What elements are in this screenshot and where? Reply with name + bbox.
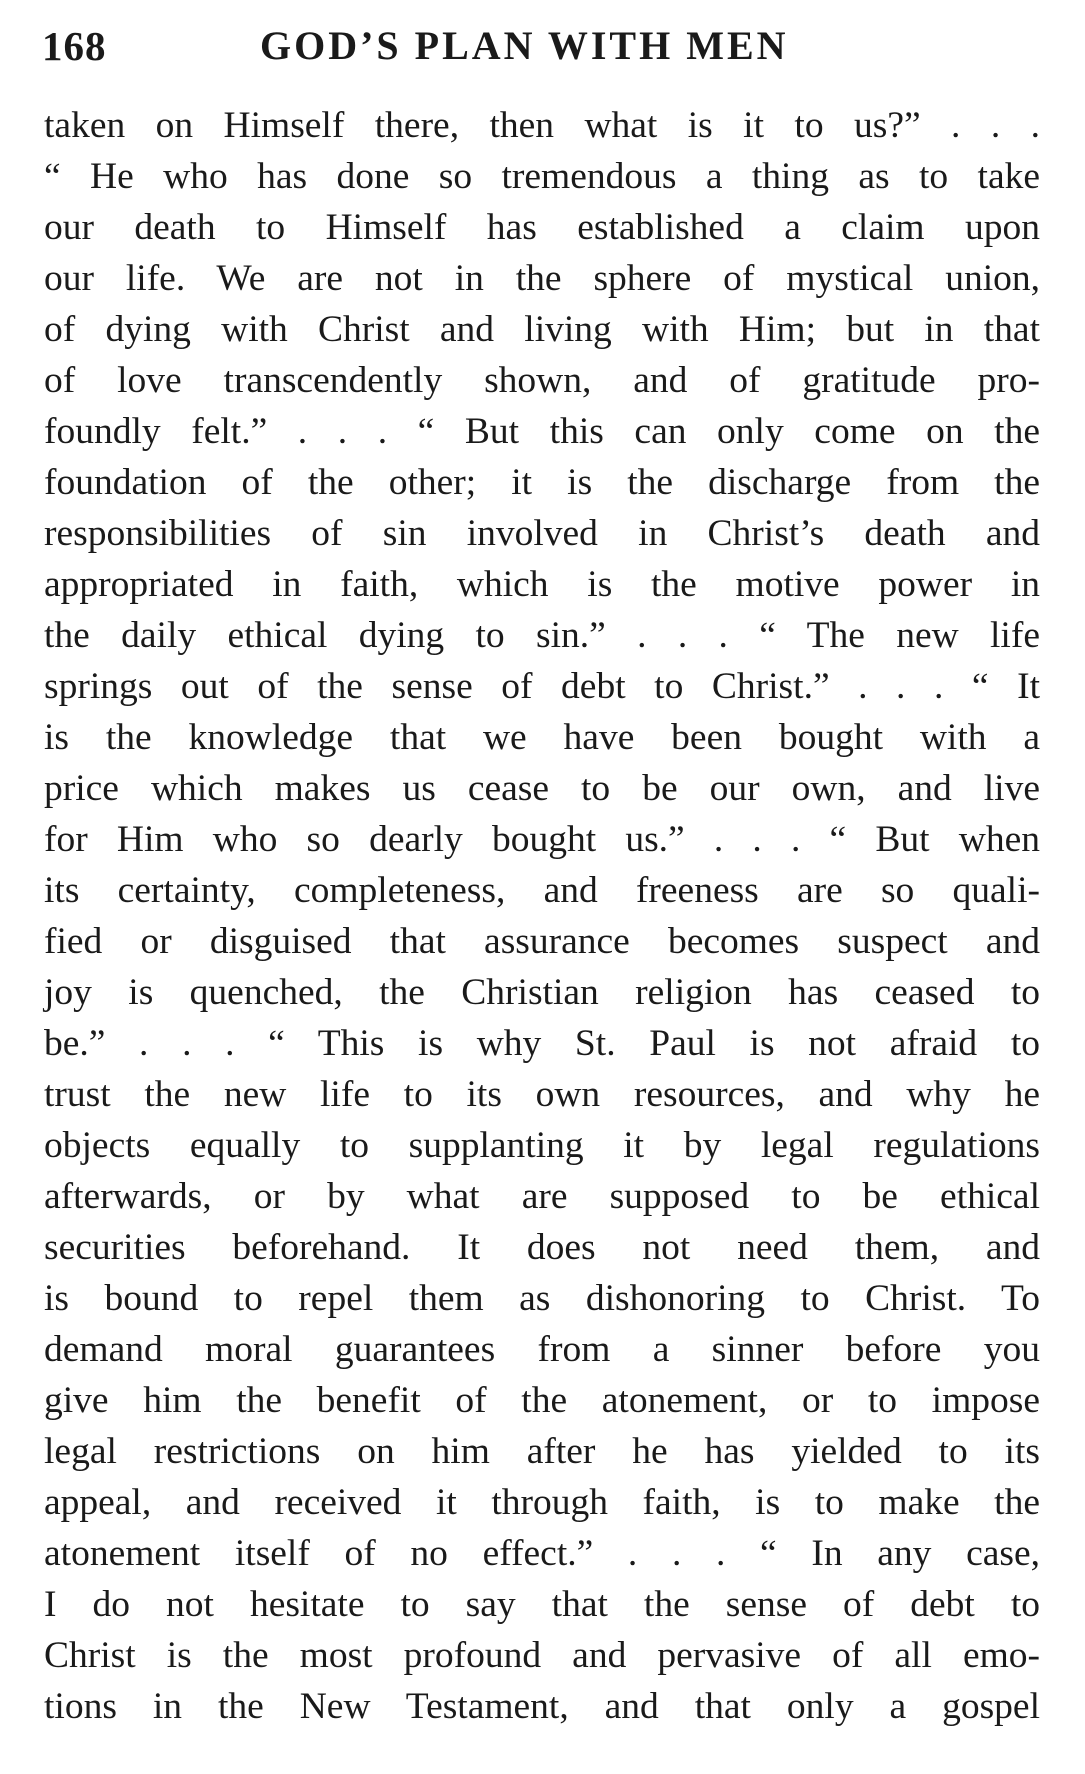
text-line: “ He who has done so tremendous a thing as to take <box>44 156 1040 197</box>
text-line: I do not hesitate to say that the sense of debt to <box>44 1584 1040 1625</box>
text-line: its certainty, completeness, and freeness are so quali- <box>44 870 1040 911</box>
text-line: is bound to repel them as dishonoring to Christ. To <box>44 1278 1040 1319</box>
text-line: securities beforehand. It does not need them, and <box>44 1227 1040 1268</box>
text-line: of dying with Christ and living with Him; but in that <box>44 309 1040 350</box>
text-line: Christ is the most profound and pervasive of all emo- <box>44 1635 1040 1676</box>
text-line: appropriated in faith, which is the motive power in <box>44 564 1040 605</box>
text-line: objects equally to supplanting it by legal regulations <box>44 1125 1040 1166</box>
text-line: responsibilities of sin involved in Christ’s death and <box>44 513 1040 554</box>
text-line: for Him who so dearly bought us.” . . . “ But when <box>44 819 1040 860</box>
text-line: foundation of the other; it is the discharge from the <box>44 462 1040 503</box>
text-line: foundly felt.” . . . “ But this can only come on the <box>44 411 1040 452</box>
text-line: demand moral guarantees from a sinner before you <box>44 1329 1040 1370</box>
text-line: tions in the New Testament, and that only a gospel <box>44 1686 1040 1727</box>
text-line: price which makes us cease to be our own, and live <box>44 768 1040 809</box>
text-line: our death to Himself has established a claim upon <box>44 207 1040 248</box>
page-header <box>42 22 1042 82</box>
text-line: our life. We are not in the sphere of mystical union, <box>44 258 1040 299</box>
text-line: springs out of the sense of debt to Christ.” . . . “ It <box>44 666 1040 707</box>
text-line: joy is quenched, the Christian religion has ceased to <box>44 972 1040 1013</box>
text-line: trust the new life to its own resources, and why he <box>44 1074 1040 1115</box>
text-line: the daily ethical dying to sin.” . . . “ The new life <box>44 615 1040 656</box>
page-number: 168 <box>42 23 107 69</box>
running-head: GOD’S PLAN WITH MEN <box>260 23 789 68</box>
text-line: is the knowledge that we have been bought with a <box>44 717 1040 758</box>
text-line: legal restrictions on him after he has yielded to its <box>44 1431 1040 1472</box>
text-line: of love transcendently shown, and of gratitude pro- <box>44 360 1040 401</box>
text-line: fied or disguised that assurance becomes suspect and <box>44 921 1040 962</box>
text-line: appeal, and received it through faith, is to make the <box>44 1482 1040 1523</box>
text-line: be.” . . . “ This is why St. Paul is not afraid to <box>44 1023 1040 1064</box>
text-line: atonement itself of no effect.” . . . “ In any case, <box>44 1533 1040 1574</box>
text-line: afterwards, or by what are supposed to be ethical <box>44 1176 1040 1217</box>
text-line: taken on Himself there, then what is it to us?” . . . <box>44 105 1040 146</box>
body-text <box>44 100 1040 1732</box>
text-line: give him the benefit of the atonement, or to impose <box>44 1380 1040 1421</box>
